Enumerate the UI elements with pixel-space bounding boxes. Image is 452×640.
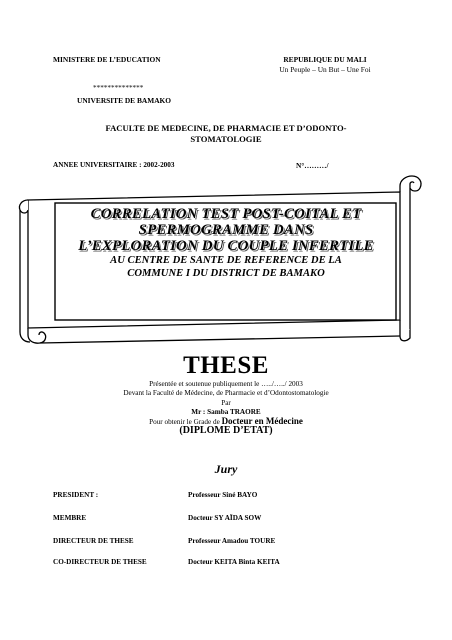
subtitle-line-1: AU CENTRE DE SANTE DE REFERENCE DE LA	[110, 255, 342, 266]
grade-text: Docteur en Médecine	[221, 416, 303, 427]
jury-role: CO-DIRECTEUR DE THESE	[53, 558, 147, 566]
these-heading: THESE	[183, 352, 269, 379]
author-name: Mr : Samba TRAORE	[191, 407, 261, 416]
before-line: Devant la Faculté de Médecine, de Pharmacie et d’Odontostomatologie	[123, 389, 329, 398]
jury-role: PRESIDENT :	[53, 491, 99, 499]
jury-person: Professeur Amadou TOURE	[188, 537, 276, 545]
faculty-line-1: FACULTE DE MEDECINE, DE PHARMACIE ET D’ODONTO-	[105, 123, 347, 133]
stars-divider: **************	[93, 84, 144, 92]
par-line: Par	[221, 398, 231, 407]
academic-year: ANNEE UNIVERSITAIRE : 2002-2003	[53, 161, 175, 169]
jury-person: Professeur Siné BAYO	[188, 491, 258, 499]
title-line-3: L’EXPLORATION DU COUPLE INFERTILE	[78, 238, 374, 254]
thesis-number: N°………/	[296, 161, 329, 170]
jury-person: Docteur KEITA Binta KEITA	[188, 558, 280, 566]
motto-label: Un Peuple – Un But – Une Foi	[279, 65, 371, 74]
subtitle-line-2: COMMUNE I DU DISTRICT DE BAMAKO	[127, 268, 325, 279]
jury-person: Docteur SY AÏDA SOW	[188, 514, 262, 522]
thesis-title-block	[56, 206, 396, 280]
title-line-2: SPERMOGRAMME DANS	[138, 222, 314, 238]
jury-heading: Jury	[214, 462, 238, 476]
faculty-line-2: STOMATOLOGIE	[190, 134, 262, 144]
jury-role: MEMBRE	[53, 514, 87, 522]
presentation-block	[0, 380, 452, 427]
university-label: UNIVERSITE DE BAMAKO	[77, 96, 172, 105]
ministry-label: MINISTERE DE L’EDUCATION	[53, 55, 161, 64]
diploma-label: (DIPLOME D’ETAT)	[179, 425, 273, 436]
jury-role: DIRECTEUR DE THESE	[53, 537, 134, 545]
title-line-1: CORRELATION TEST POST-COITAL ET	[90, 206, 362, 222]
presented-line: Présentée et soutenue publiquement le …../…../ 2003	[149, 380, 303, 388]
obtain-text: Pour obtenir le Grade de	[149, 418, 220, 427]
republic-label: REPUBLIQUE DU MALI	[283, 55, 367, 64]
